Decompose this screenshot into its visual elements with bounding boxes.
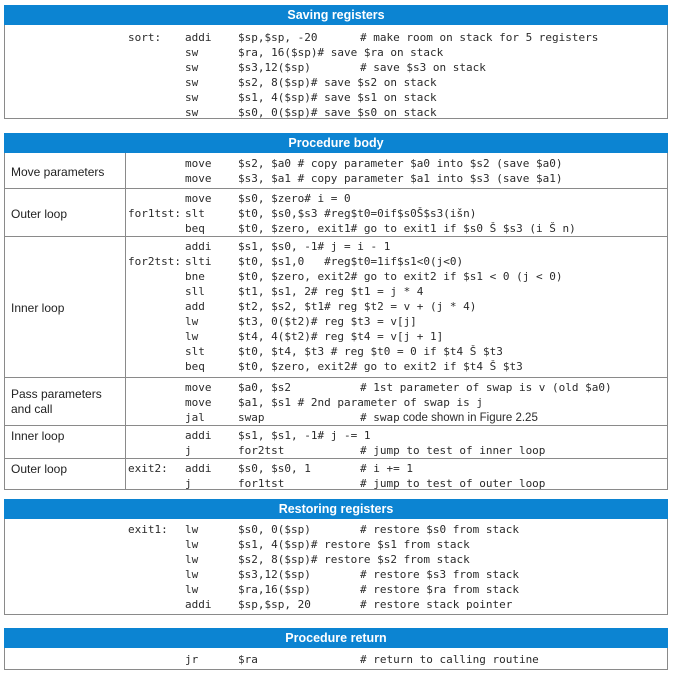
code-args: $t4, 4($t2)# reg $t4 = v[j + 1] [238, 330, 444, 343]
code-comment: # make room on stack for 5 registers [360, 31, 599, 44]
code-label: for2tst: [128, 255, 181, 268]
code-args: $ra,16($sp) [238, 583, 311, 596]
code-comment: # i += 1 [360, 462, 413, 475]
procedure-body-block [4, 153, 668, 490]
code-args: $sp,$sp, 20 [238, 598, 311, 611]
saving-registers-block [4, 25, 668, 119]
code-args: $t0, $zero, exit2# go to exit2 if $t4 Š $t3 [238, 360, 523, 373]
code-op: addi [185, 462, 212, 475]
code-op: addi [185, 31, 212, 44]
code-args: $s0, 0($sp)# save $s0 on stack [238, 106, 437, 119]
row-label: Inner loop [11, 429, 65, 443]
row-label: Inner loop [11, 301, 65, 315]
code-op: lw [185, 523, 199, 536]
code-args: $s3, $a1 # copy parameter $a1 into $s3 (save $a1) [238, 172, 563, 185]
code-op: move [185, 396, 212, 409]
row-label: Move parameters [11, 165, 105, 179]
row-label: Outer loop [11, 462, 68, 476]
code-op: add [185, 300, 205, 313]
code-op: move [185, 157, 212, 170]
row-label: Pass parameters [11, 387, 102, 401]
code-args: $a0, $s2 [238, 381, 291, 394]
code-op: jal [185, 411, 205, 424]
code-op: lw [185, 553, 199, 566]
code-args: $a1, $s1 # 2nd parameter of swap is j [238, 396, 484, 409]
code-op: addi [185, 598, 212, 611]
code-args: $t0, $s0,$s3 #reg$t0=0if$s0Š$s3(išn) [238, 207, 477, 220]
code-op: move [185, 192, 212, 205]
code-args: $s2, 8($sp)# save $s2 on stack [238, 76, 437, 89]
code-comment: # restore stack pointer [360, 598, 513, 611]
code-label: exit1: [128, 523, 168, 536]
code-comment [360, 410, 538, 425]
code-op: move [185, 172, 212, 185]
code-op: slti [185, 255, 212, 268]
restoring-registers-block [4, 519, 668, 615]
code-args: $s0, 0($sp) [238, 523, 311, 536]
code-op: lw [185, 538, 199, 551]
code-label: for1tst: [128, 207, 181, 220]
code-op: j [185, 477, 192, 490]
code-args: for1tst [238, 477, 285, 490]
code-label: exit2: [128, 462, 168, 475]
move-parameters-row [5, 153, 667, 188]
code-args: $t3, 0($t2)# reg $t3 = v[j] [238, 315, 417, 328]
code-args: $ra [238, 653, 258, 666]
code-args: $t0, $t4, $t3 # reg $t0 = 0 if $t4 Š $t3 [238, 345, 503, 358]
code-op: j [185, 444, 192, 457]
code-args: $s2, $a0 # copy parameter $a0 into $s2 (save $a0) [238, 157, 563, 170]
code-args: for2tst [238, 444, 285, 457]
code-args: $t1, $s1, 2# reg $t1 = j * 4 [238, 285, 424, 298]
code-args: $s1, 4($sp)# save $s1 on stack [238, 91, 437, 104]
code-op: beq [185, 222, 205, 235]
code-comment: # restore $ra from stack [360, 583, 519, 596]
code-args: $s1, $s1, -1# j -= 1 [238, 429, 371, 442]
code-op: lw [185, 330, 199, 343]
code-op: bne [185, 270, 205, 283]
code-args: $ra, 16($sp)# save $ra on stack [238, 46, 444, 59]
code-comment: # return to calling routine [360, 653, 539, 666]
pass-parameters-row [5, 377, 667, 426]
code-args: $t0, $zero, exit2# go to exit2 if $s1 < 0 (j < 0) [238, 270, 563, 283]
inner-loop-row [5, 236, 667, 378]
code-op: lw [185, 568, 199, 581]
code-args: $s1, $s0, -1# j = i - 1 [238, 240, 391, 253]
code-op: lw [185, 315, 199, 328]
code-comment: # 1st parameter of swap is v (old $a0) [360, 381, 612, 394]
section-header-restoring-registers: Restoring registers [4, 499, 668, 519]
outer-loop-row [5, 188, 667, 237]
section-header-procedure-return: Procedure return [4, 628, 668, 648]
code-op: addi [185, 429, 212, 442]
code-comment: # save $s3 on stack [360, 61, 486, 74]
code-args: $t0, $zero, exit1# go to exit1 if $s0 Š $s3 (i Š n) [238, 222, 576, 235]
code-args: $s3,12($sp) [238, 61, 311, 74]
code-comment: # restore $s0 from stack [360, 523, 519, 536]
outer-loop-row-2 [5, 458, 667, 491]
code-comment-figure-ref: code shown in Figure 2.25 [399, 412, 538, 424]
code-args: $t2, $s2, $t1# reg $t2 = v + (j * 4) [238, 300, 477, 313]
code-op: sw [185, 91, 199, 104]
code-comment: # jump to test of inner loop [360, 444, 546, 457]
code-args: $t0, $s1,0 #reg$t0=1if$s1<0(j<0) [238, 255, 464, 268]
code-comment: # restore $s3 from stack [360, 568, 519, 581]
code-op: addi [185, 240, 212, 253]
inner-loop-row-2 [5, 425, 667, 459]
section-header-procedure-body: Procedure body [4, 133, 668, 153]
section-header-saving-registers: Saving registers [4, 5, 668, 25]
procedure-return-block [4, 648, 668, 670]
code-args: $s2, 8($sp)# restore $s2 from stack [238, 553, 470, 566]
code-args: $sp,$sp, -20 [238, 31, 318, 44]
code-op: jr [185, 653, 199, 666]
code-op: sw [185, 46, 199, 59]
code-op: sw [185, 61, 199, 74]
code-args: $s1, 4($sp)# restore $s1 from stack [238, 538, 470, 551]
code-op: move [185, 381, 212, 394]
code-op: slt [185, 345, 205, 358]
code-op: sw [185, 106, 199, 119]
code-args: $s0, $zero# i = 0 [238, 192, 351, 205]
code-comment: # jump to test of outer loop [360, 477, 546, 490]
code-comment-mono: # swap [360, 411, 400, 424]
code-op: sw [185, 76, 199, 89]
code-op: beq [185, 360, 205, 373]
code-op: lw [185, 583, 199, 596]
code-op: sll [185, 285, 205, 298]
code-label: sort: [128, 31, 162, 44]
row-label: Outer loop [11, 207, 68, 221]
code-args: $s0, $s0, 1 [238, 462, 311, 475]
row-label: and call [11, 402, 53, 416]
code-op: slt [185, 207, 205, 220]
code-args: $s3,12($sp) [238, 568, 311, 581]
code-args: swap [238, 411, 265, 424]
